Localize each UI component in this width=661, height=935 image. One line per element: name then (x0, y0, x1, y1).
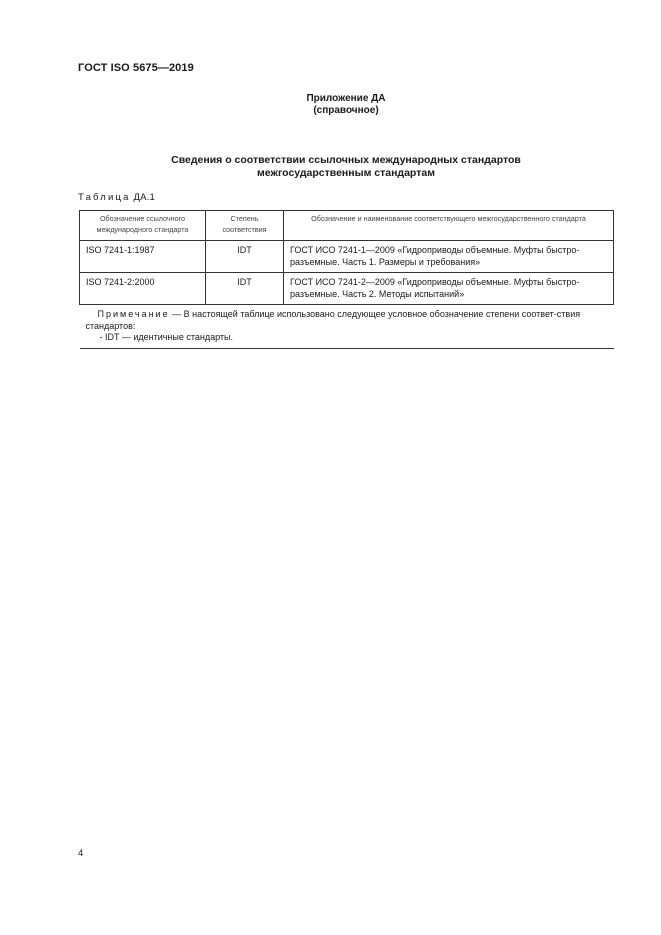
table-caption-word: Таблица (78, 192, 131, 203)
annex-title: Приложение ДА (306, 93, 386, 104)
section-title-line-2: межгосударственным стандартам (257, 167, 435, 179)
table-row (80, 273, 614, 305)
cell-degree: IDT (206, 241, 284, 273)
table-note-row (80, 305, 614, 349)
table-header-row (80, 211, 614, 241)
note-body: — В настоящей таблице использовано следующее условное обозначение степени соответ-ствия стандартов: (85, 309, 581, 331)
document-header: ГОСТ ISO 5675—2019 (78, 62, 194, 74)
annex-subtitle: (справочное) (313, 105, 379, 116)
page-number: 4 (78, 848, 84, 859)
cell-intl-standard: ISO 7241-2:2000 (80, 273, 206, 305)
table-caption (78, 192, 155, 203)
table-row (80, 241, 614, 273)
standards-table (79, 210, 614, 349)
table-note (80, 305, 614, 349)
header-degree: Степень соответствия (206, 211, 284, 241)
cell-interstate-standard: ГОСТ ИСО 7241-2—2009 «Гидроприводы объемные. Муфты быстро-разъемные. Часть 2. Методы испытаний» (284, 273, 614, 305)
section-title (0, 154, 661, 180)
cell-degree: IDT (206, 273, 284, 305)
section-title-line-1: Сведения о соответствии ссылочных международных стандартов (171, 154, 521, 166)
cell-intl-standard: ISO 7241-1:1987 (80, 241, 206, 273)
header-intl-standard: Обозначение ссылочного международного стандарта (80, 211, 206, 241)
note-label: Примечание (97, 309, 170, 319)
note-text (86, 309, 608, 332)
cell-interstate-standard: ГОСТ ИСО 7241-1—2009 «Гидроприводы объемные. Муфты быстро-разъемные. Часть 1. Размеры и требования» (284, 241, 614, 273)
header-interstate-standard: Обозначение и наименование соответствующего межгосударственного стандарта (284, 211, 614, 241)
note-item: - IDT — идентичные стандарты. (99, 332, 234, 342)
annex-title-block (0, 93, 661, 117)
table-caption-number: ДА.1 (133, 192, 155, 203)
